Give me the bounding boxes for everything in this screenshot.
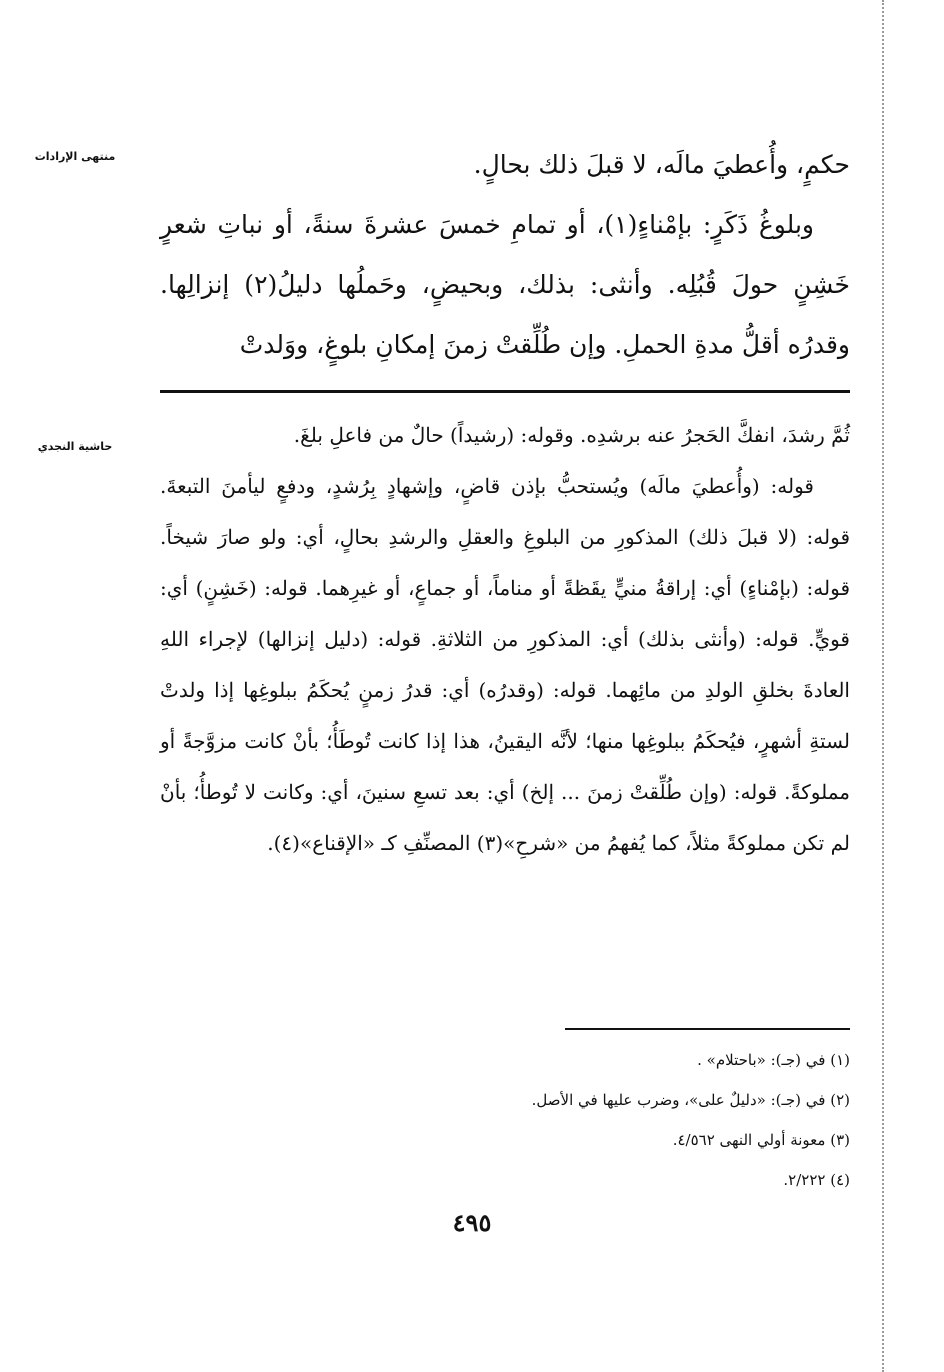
footnote-3: (٣) معونة أولي النهى ٤/٥٦٢. bbox=[672, 1131, 850, 1149]
commentary-text bbox=[160, 410, 850, 869]
footnote-divider bbox=[565, 1028, 850, 1030]
section-divider bbox=[160, 390, 850, 393]
main-text-paragraph-2: وبلوغُ ذَكَرٍ: بإمْناءٍ(١)، أو تمامِ خمسَ عشرةَ سنةً، أو نباتِ شعرٍ خَشِنٍ حولَ قُبُلِه. وأنثى: بذلك، وبحيضٍ، وحَملُها دليلُ(٢) إنزالِها. وقدرُه أقلُّ مدةِ الحملِ. وإن طُلِّقتْ زمنَ إمكانِ بلوغٍ، ووَلدتْ bbox=[160, 210, 850, 359]
footnotes bbox=[160, 1040, 850, 1200]
commentary-paragraph-2: قوله: (وأُعطيَ مالَه) ويُستحبُّ بإذن قاضٍ، وإشهادٍ بِرُشدٍ، ودفعٍ ليأمنَ التبعةَ. قوله: (لا قبلَ ذلك) المذكورِ من البلوغِ والعقلِ والرشدِ بحالٍ، أي: ولو صارَ شيخاً. قوله: (بإمْناءٍ) أي: إراقةُ منيٍّ يقَظةً أو مناماً، أو جماعٍ، أو غيرِهما. قوله: (خَشِنٍ) أي: قويٍّ. قوله: (وأنثى بذلك) أي: المذكورِ من الثلاثةِ. قوله: (دليل إنزالها) لإجراء اللهِ العادةَ بخلقِ الولدِ من مائِهما. قوله: (وقدرُه) أي: قدرُ زمنٍ يُحكَمُ ببلوغِها إذا ولدتْ لستةِ أشهرٍ، فيُحكَمُ ببلوغِها منها؛ لأنَّه اليقينُ، هذا إذا كانت تُوطَأُ؛ بأنْ كانت مزوَّجةً أو مملوكةً. قوله: (وإن طُلِّقتْ زمنَ ... إلخ) أي: بعد تسعِ سنينَ، أي: وكانت لا تُوطأُ؛ بأنْ لم تكن مملوكةً مثلاً، كما يُفهمُ من «شرحِ»(٣) المصنِّفِ كـ «الإقناع»(٤). bbox=[160, 474, 851, 855]
commentary-title-label: حاشية النجدي bbox=[37, 440, 113, 453]
footnote-4: (٤) ٢/٢٢٢. bbox=[783, 1171, 850, 1189]
commentary-paragraph-1: ثُمَّ رشدَ، انفكَّ الحَجرُ عنه برشدِه. وقوله: (رشيداً) حالٌ من فاعلِ بلغَ. bbox=[293, 423, 850, 447]
footnote-2: (٢) في (جـ): «دليلٌ على»، وضرب عليها في الأصل. bbox=[531, 1091, 850, 1109]
footnote-1: (١) في (جـ): «باحتلام» . bbox=[697, 1051, 850, 1069]
page-edge-line bbox=[882, 0, 884, 1372]
page-number: ٤٩٥ bbox=[452, 1208, 492, 1237]
main-text bbox=[160, 135, 850, 375]
book-title-label: منتهى الإرادات bbox=[34, 150, 116, 163]
main-text-paragraph-1: حكمٍ، وأُعطيَ مالَه، لا قبلَ ذلك بحالٍ. bbox=[473, 150, 850, 179]
